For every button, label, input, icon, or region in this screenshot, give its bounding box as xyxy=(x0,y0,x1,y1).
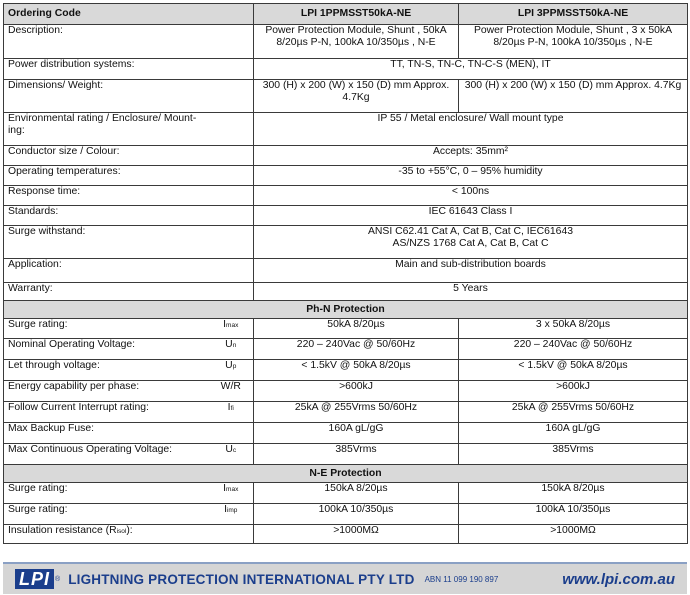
row-value: Main and sub-distribution boards xyxy=(254,259,688,283)
row-value-model-1: 50kA 8/20µs xyxy=(254,319,459,339)
table-row xyxy=(4,402,688,423)
row-label: Surge rating: xyxy=(4,483,209,504)
section-header-row xyxy=(4,465,688,483)
row-label: Energy capability per phase: xyxy=(4,381,209,402)
row-value-model-1: >1000MΩ xyxy=(254,525,459,544)
row-value-model-3: < 1.5kV @ 50kA 8/20µs xyxy=(459,360,688,381)
symbol: Iimp xyxy=(209,504,254,525)
table-row xyxy=(4,166,688,186)
row-label: Insulation resistance (Risol): xyxy=(4,525,209,544)
symbol xyxy=(209,423,254,444)
row-value-model-1: 220 – 240Vac @ 50/60Hz xyxy=(254,339,459,360)
header-row xyxy=(4,4,688,25)
row-value: 5 Years xyxy=(254,283,688,301)
company-logo xyxy=(15,569,60,589)
row-value-model-1: 150kA 8/20µs xyxy=(254,483,459,504)
row-value-model-1: 25kA @ 255Vrms 50/60Hz xyxy=(254,402,459,423)
symbol: W/R xyxy=(209,381,254,402)
symbol: Ifi xyxy=(209,402,254,423)
row-value: ANSI C62.41 Cat A, Cat B, Cat C, IEC61643 AS/NZS 1768 Cat A, Cat B, Cat C xyxy=(367,226,574,249)
symbol: Uc xyxy=(209,444,254,465)
row-label: Surge rating: xyxy=(4,319,209,339)
symbol: Imax xyxy=(209,319,254,339)
row-value-model-3: 150kA 8/20µs xyxy=(459,483,688,504)
model-3-header: LPI 3PPMSST50kA-NE xyxy=(459,4,688,25)
abn-number: ABN 11 099 190 897 xyxy=(424,574,499,584)
row-value-model-3: >600kJ xyxy=(459,381,688,402)
row-value: < 100ns xyxy=(254,186,688,206)
row-label: Surge rating: xyxy=(4,504,209,525)
table-row xyxy=(4,283,688,301)
row-label: Response time: xyxy=(4,186,254,206)
row-value-model-3: 220 – 240Vac @ 50/60Hz xyxy=(459,339,688,360)
row-label: Max Backup Fuse: xyxy=(4,423,209,444)
row-value-model-3: 100kA 10/350µs xyxy=(459,504,688,525)
row-label: Description: xyxy=(4,25,254,59)
row-label: Follow Current Interrupt rating: xyxy=(4,402,209,423)
row-value-model-3: 160A gL/gG xyxy=(459,423,688,444)
row-label: Power distribution systems: xyxy=(4,59,254,80)
row-label: Nominal Operating Voltage: xyxy=(4,339,209,360)
row-value: -35 to +55°C, 0 – 95% humidity xyxy=(254,166,688,186)
row-label: Conductor size / Colour: xyxy=(4,146,254,166)
section-title-n-e: N-E Protection xyxy=(4,465,688,483)
website-link[interactable]: www.lpi.com.au xyxy=(562,570,675,588)
model-1-header: LPI 1PPMSST50kA-NE xyxy=(254,4,459,25)
table-row xyxy=(4,423,688,444)
symbol: Up xyxy=(209,360,254,381)
row-label: Warranty: xyxy=(4,283,254,301)
row-value-model-3: 385Vrms xyxy=(459,444,688,465)
row-value-model-1: >600kJ xyxy=(254,381,459,402)
section-title-ph-n: Ph-N Protection xyxy=(4,301,688,319)
table-row xyxy=(4,59,688,80)
table-row xyxy=(4,80,688,113)
row-value-model-1: < 1.5kV @ 50kA 8/20µs xyxy=(254,360,459,381)
row-value-model-3: 300 (H) x 200 (W) x 150 (D) mm Approx. 4.7Kg xyxy=(459,80,688,113)
table-row xyxy=(4,146,688,166)
row-label: Application: xyxy=(4,259,254,283)
row-value-model-3: >1000MΩ xyxy=(459,525,688,544)
logo-mark: LPI xyxy=(15,569,54,589)
row-value: IP 55 / Metal enclosure/ Wall mount type xyxy=(254,113,688,146)
row-value-model-1: 100kA 10/350µs xyxy=(254,504,459,525)
row-label: Dimensions/ Weight: xyxy=(4,80,254,113)
table-row xyxy=(4,483,688,504)
row-value-model-3: 25kA @ 255Vrms 50/60Hz xyxy=(459,402,688,423)
row-value: Accepts: 35mm² xyxy=(254,146,688,166)
table-row xyxy=(4,259,688,283)
table-row xyxy=(4,206,688,226)
table-row xyxy=(4,381,688,402)
company-name: LIGHTNING PROTECTION INTERNATIONAL PTY LTD xyxy=(68,571,415,587)
table-row xyxy=(4,25,688,59)
table-row xyxy=(4,319,688,339)
table-row xyxy=(4,113,688,146)
symbol: Un xyxy=(209,339,254,360)
row-value: TT, TN-S, TN-C, TN-C-S (MEN), IT xyxy=(254,59,688,80)
table-row xyxy=(4,444,688,465)
table-row xyxy=(4,504,688,525)
row-value-model-1: Power Protection Module, Shunt , 50kA 8/20µs P-N, 100kA 10/350µs , N-E xyxy=(254,25,459,59)
row-label: Max Continuous Operating Voltage: xyxy=(4,444,209,465)
row-label: Environmental rating / Enclosure/ Mount-ing: xyxy=(8,113,197,136)
row-value-model-1: 160A gL/gG xyxy=(254,423,459,444)
table-row xyxy=(4,525,688,544)
spec-table xyxy=(3,3,688,544)
row-label: Operating temperatures: xyxy=(4,166,254,186)
row-value-model-1: 385Vrms xyxy=(254,444,459,465)
symbol: Imax xyxy=(209,483,254,504)
section-header-row xyxy=(4,301,688,319)
registered-mark: ® xyxy=(55,575,61,583)
row-value-model-1: 300 (H) x 200 (W) x 150 (D) mm Approx. 4.7Kg xyxy=(254,80,459,113)
row-value-model-3: 3 x 50kA 8/20µs xyxy=(459,319,688,339)
table-row xyxy=(4,226,688,259)
row-value-model-3: Power Protection Module, Shunt , 3 x 50kA 8/20µs P-N, 100kA 10/350µs , N-E xyxy=(459,25,688,59)
ordering-code-header: Ordering Code xyxy=(4,4,254,25)
row-label: Surge withstand: xyxy=(4,226,254,259)
row-label: Standards: xyxy=(4,206,254,226)
table-row xyxy=(4,360,688,381)
row-label: Let through voltage: xyxy=(4,360,209,381)
footer-bar xyxy=(3,562,687,594)
table-row xyxy=(4,339,688,360)
row-value: IEC 61643 Class I xyxy=(254,206,688,226)
table-row xyxy=(4,186,688,206)
symbol xyxy=(209,525,254,544)
